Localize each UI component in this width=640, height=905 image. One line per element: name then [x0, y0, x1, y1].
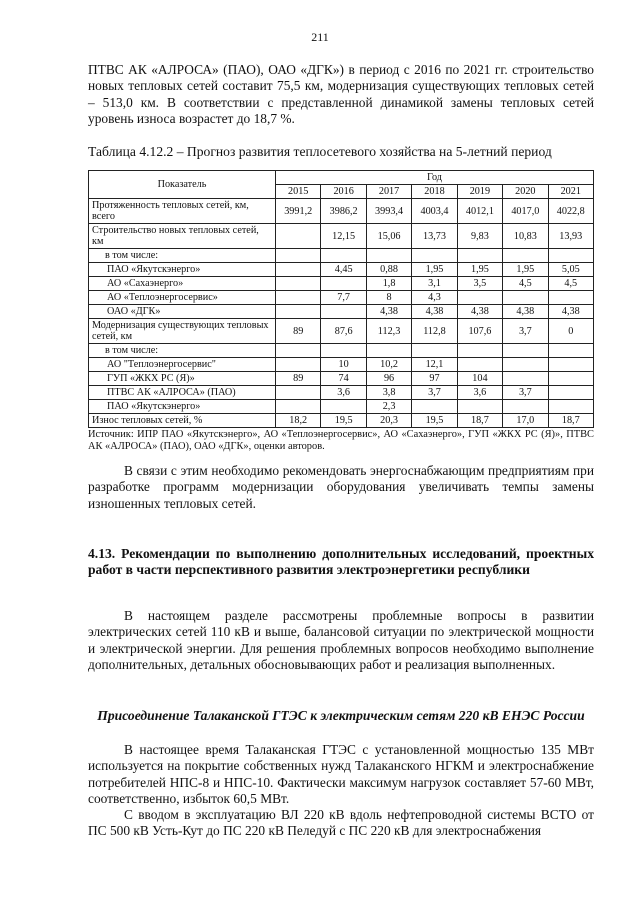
table-cell — [276, 400, 321, 414]
table-cell: 4,38 — [366, 305, 411, 319]
table-header-row — [89, 171, 594, 185]
table-cell: 0,88 — [366, 263, 411, 277]
row-label: Износ тепловых сетей, % — [89, 414, 276, 428]
paragraph-2: В связи с этим необходимо рекомендовать энергоснабжающим предприятиям при разработке программ модернизации оборудования увеличивать темпы замены изношенных тепловых сетей. — [88, 463, 594, 511]
table-cell — [276, 277, 321, 291]
table-cell: 4,38 — [412, 305, 457, 319]
table-cell: 4003,4 — [412, 199, 457, 224]
header-year: Год — [276, 171, 594, 185]
table-cell — [548, 358, 593, 372]
table-row — [89, 224, 594, 249]
table-cell: 3,7 — [503, 319, 548, 344]
row-label: АО «Теплоэнергосервис» — [89, 291, 276, 305]
year-header: 2018 — [412, 185, 457, 199]
table-cell — [503, 400, 548, 414]
year-header: 2020 — [503, 185, 548, 199]
table-cell — [321, 400, 366, 414]
table-cell: 3,8 — [366, 386, 411, 400]
table-cell — [321, 277, 366, 291]
table-cell: 1,8 — [366, 277, 411, 291]
year-header: 2019 — [457, 185, 502, 199]
table-cell: 4017,0 — [503, 199, 548, 224]
row-label: ОАО «ДГК» — [89, 305, 276, 319]
table-cell: 19,5 — [321, 414, 366, 428]
table-caption: Таблица 4.12.2 – Прогноз развития теплосетевого хозяйства на 5-летний период — [88, 144, 552, 159]
table-cell — [412, 249, 457, 263]
table-cell: 4,5 — [503, 277, 548, 291]
table-row — [89, 277, 594, 291]
table-row — [89, 199, 594, 224]
row-label: ГУП «ЖКХ РС (Я)» — [89, 372, 276, 386]
table-cell: 13,93 — [548, 224, 593, 249]
table-cell: 4,45 — [321, 263, 366, 277]
table-cell — [457, 344, 502, 358]
table-cell — [366, 344, 411, 358]
year-header: 2016 — [321, 185, 366, 199]
table-cell: 104 — [457, 372, 502, 386]
table-cell — [503, 249, 548, 263]
table-cell: 74 — [321, 372, 366, 386]
table-cell: 10 — [321, 358, 366, 372]
table-cell: 4022,8 — [548, 199, 593, 224]
table-cell: 5,05 — [548, 263, 593, 277]
table-cell: 17,0 — [503, 414, 548, 428]
section-heading: 4.13. Рекомендации по выполнению дополнительных исследований, проектных работ в части перспективного развития электроэнергетики республики — [88, 546, 594, 578]
table-cell: 12,15 — [321, 224, 366, 249]
paragraph-3: В настоящем разделе рассмотрены проблемные вопросы в развитии электрических сетей 110 кВ и выше, балансовой ситуации по электрической мощности и электрической энергии. Для решения проблемных вопросов необходимо выполнение дополнительных, детальных обосновывающих работ и реализация выполненных. — [88, 608, 594, 673]
table-cell — [503, 291, 548, 305]
table-cell — [321, 344, 366, 358]
table-cell — [276, 358, 321, 372]
table-cell: 3991,2 — [276, 199, 321, 224]
table-cell — [321, 305, 366, 319]
table-cell: 107,6 — [457, 319, 502, 344]
table-row — [89, 414, 594, 428]
table-cell — [276, 386, 321, 400]
table-cell: 112,3 — [366, 319, 411, 344]
table-row — [89, 249, 594, 263]
table-cell: 15,06 — [366, 224, 411, 249]
row-label: Модернизация существующих тепловых сетей, км — [89, 319, 276, 344]
table-cell: 89 — [276, 319, 321, 344]
table-cell: 87,6 — [321, 319, 366, 344]
table-cell: 112,8 — [412, 319, 457, 344]
table-cell: 9,83 — [457, 224, 502, 249]
table-cell: 1,95 — [503, 263, 548, 277]
table-cell: 12,1 — [412, 358, 457, 372]
table-row — [89, 344, 594, 358]
table-row — [89, 291, 594, 305]
table-cell: 18,7 — [457, 414, 502, 428]
forecast-table — [88, 170, 594, 428]
year-header: 2021 — [548, 185, 593, 199]
table-cell: 0 — [548, 319, 593, 344]
table-cell: 19,5 — [412, 414, 457, 428]
table-cell — [276, 263, 321, 277]
table-cell: 4,3 — [412, 291, 457, 305]
row-label: Протяженность тепловых сетей, км, всего — [89, 199, 276, 224]
table-cell — [503, 344, 548, 358]
table-cell — [548, 372, 593, 386]
table-cell: 3,1 — [412, 277, 457, 291]
table-row — [89, 386, 594, 400]
table-cell: 4,38 — [457, 305, 502, 319]
table-cell: 4012,1 — [457, 199, 502, 224]
table-row — [89, 358, 594, 372]
table-cell: 3,7 — [412, 386, 457, 400]
paragraph-1: ПТВС АК «АЛРОСА» (ПАО), ОАО «ДГК») в период с 2016 по 2021 гг. строительство новых тепловых сетей составит 75,5 км, модернизация существующих тепловых сетей – 513,0 км. В соответствии с представленной динамикой замены тепловых сетей уровень износа возрастет до 18,7 %. — [88, 62, 594, 127]
table-cell — [321, 249, 366, 263]
table-cell: 3986,2 — [321, 199, 366, 224]
table-row — [89, 400, 594, 414]
table-cell — [548, 291, 593, 305]
table-cell — [548, 249, 593, 263]
row-label: ПАО «Якутскэнерго» — [89, 263, 276, 277]
year-header: 2015 — [276, 185, 321, 199]
table-cell — [503, 372, 548, 386]
table-cell — [276, 291, 321, 305]
table-source: Источник: ИПР ПАО «Якутскэнерго», АО «Теплоэнергосервис», АО «Сахаэнерго», ГУП «ЖКХ РС (Я)», ПТВС АК «АЛРОСА» (ПАО), ОАО «ДГК», оценки авторов. — [88, 429, 594, 452]
row-label: АО "Теплоэнергосервис" — [89, 358, 276, 372]
table-cell: 1,95 — [412, 263, 457, 277]
table-cell — [457, 249, 502, 263]
table-row — [89, 319, 594, 344]
table-cell: 1,95 — [457, 263, 502, 277]
table-cell: 4,38 — [503, 305, 548, 319]
page-number: 211 — [311, 30, 329, 44]
row-label: в том числе: — [89, 249, 276, 263]
table-cell: 8 — [366, 291, 411, 305]
row-label: в том числе: — [89, 344, 276, 358]
table-cell: 89 — [276, 372, 321, 386]
table-body — [89, 199, 594, 428]
table-row — [89, 263, 594, 277]
table-cell: 96 — [366, 372, 411, 386]
table-cell: 3,6 — [321, 386, 366, 400]
subsection-heading: Присоединение Талаканской ГТЭС к электрическим сетям 220 кВ ЕНЭС России — [97, 708, 585, 723]
table-cell: 18,2 — [276, 414, 321, 428]
table-cell — [548, 386, 593, 400]
header-indicator: Показатель — [89, 171, 276, 199]
table-cell — [457, 358, 502, 372]
row-label: Строительство новых тепловых сетей, км — [89, 224, 276, 249]
row-label: ПТВС АК «АЛРОСА» (ПАО) — [89, 386, 276, 400]
table-cell: 18,7 — [548, 414, 593, 428]
table-cell: 3,7 — [503, 386, 548, 400]
table-cell: 10,83 — [503, 224, 548, 249]
table-cell: 2,3 — [366, 400, 411, 414]
table-row — [89, 305, 594, 319]
table-cell — [457, 400, 502, 414]
table-row — [89, 372, 594, 386]
table-cell — [548, 344, 593, 358]
table-cell — [276, 344, 321, 358]
table-cell: 97 — [412, 372, 457, 386]
table-cell — [548, 400, 593, 414]
table-cell: 3,6 — [457, 386, 502, 400]
table-cell — [276, 305, 321, 319]
row-label: АО «Сахаэнерго» — [89, 277, 276, 291]
table-cell: 13,73 — [412, 224, 457, 249]
paragraph-4: В настоящее время Талаканская ГТЭС с установленной мощностью 135 МВт используется на покрытие собственных нужд Талаканского НГКМ и электроснабжение потребителей НПС-8 и НПС-10. Фактически максимум нагрузок составляет 57-60 МВт, соответственно, избыток 60,5 МВт. — [88, 742, 594, 807]
table-cell — [412, 400, 457, 414]
table-cell — [503, 358, 548, 372]
table-cell — [412, 344, 457, 358]
year-header: 2017 — [366, 185, 411, 199]
table-cell — [276, 224, 321, 249]
table-cell: 20,3 — [366, 414, 411, 428]
table-cell: 4,38 — [548, 305, 593, 319]
row-label: ПАО «Якутскэнерго» — [89, 400, 276, 414]
table-cell: 10,2 — [366, 358, 411, 372]
table-cell: 4,5 — [548, 277, 593, 291]
table-cell — [457, 291, 502, 305]
table-cell: 3,5 — [457, 277, 502, 291]
table-cell — [366, 249, 411, 263]
table-cell: 7,7 — [321, 291, 366, 305]
paragraph-5: С вводом в эксплуатацию ВЛ 220 кВ вдоль нефтепроводной системы ВСТО от ПС 500 кВ Усть-Кут до ПС 220 кВ Пеледуй с ПС 220 кВ для электроснабжения — [88, 807, 594, 839]
table-cell: 3993,4 — [366, 199, 411, 224]
table-cell — [276, 249, 321, 263]
